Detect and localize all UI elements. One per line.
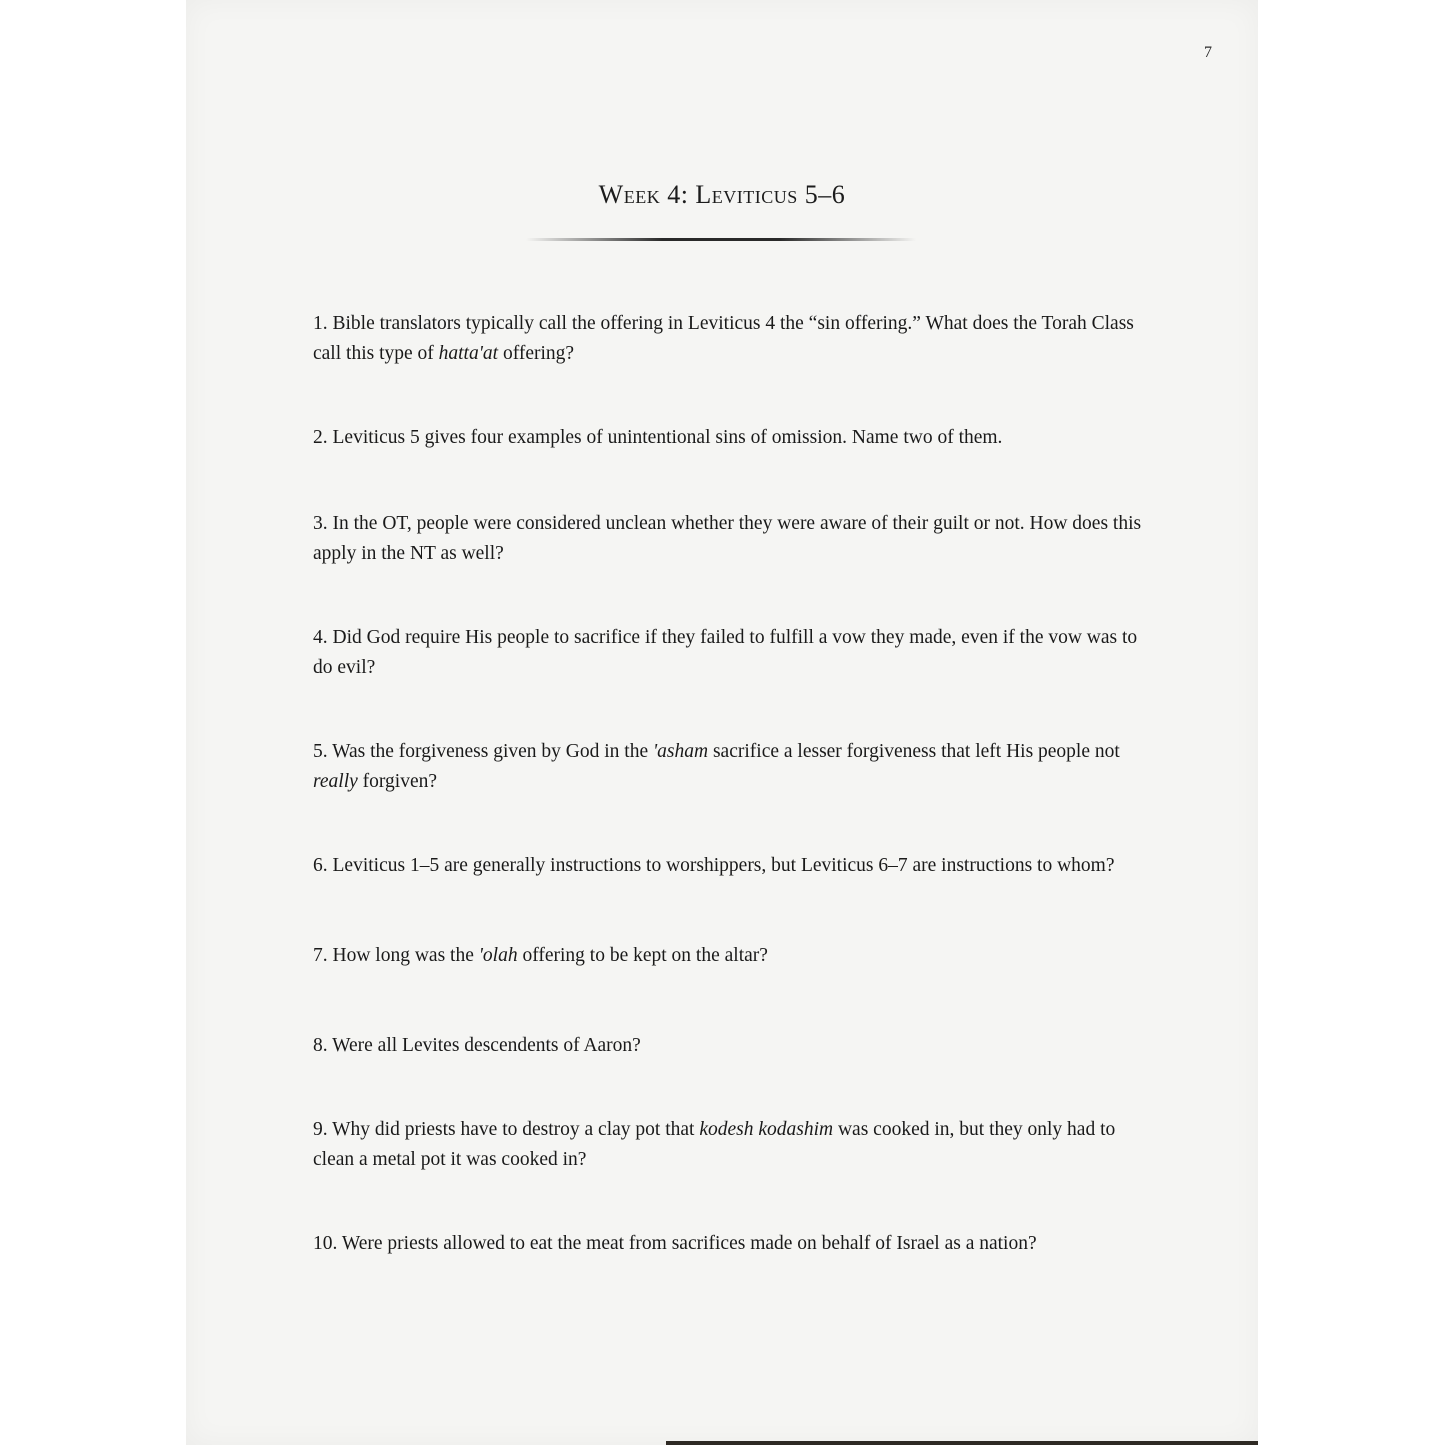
question-1: 1. Bible translators typically call the offering in Leviticus 4 the “sin offering.” What does the Torah Class call this type of hatta'at offering? (313, 313, 1134, 364)
title-divider (526, 238, 916, 241)
page-title: Week 4: Leviticus 5–6 (598, 180, 846, 209)
question-2: 2. Leviticus 5 gives four examples of unintentional sins of omission. Name two of them. (313, 427, 1003, 448)
question-5: 5. Was the forgiveness given by God in the 'asham sacrifice a lesser forgiveness that left His people not really forgiven? (313, 741, 1120, 792)
question-4: 4. Did God require His people to sacrifice if they failed to fulfill a vow they made, even if the vow was to do evil? (313, 627, 1138, 678)
question-8: 8. Were all Levites descendents of Aaron? (313, 1035, 641, 1056)
question-7: 7. How long was the 'olah offering to be kept on the altar? (313, 945, 768, 966)
page-bottom-edge (666, 1441, 1258, 1445)
page-number: 7 (1204, 44, 1212, 61)
question-6: 6. Leviticus 1–5 are generally instructions to worshippers, but Leviticus 6–7 are instructions to whom? (313, 855, 1115, 876)
question-10: 10. Were priests allowed to eat the meat from sacrifices made on behalf of Israel as a nation? (313, 1233, 1037, 1254)
document-page (186, 0, 1258, 1445)
question-3: 3. In the OT, people were considered unclean whether they were aware of their guilt or not. How does this apply in the NT as well? (313, 513, 1142, 564)
question-9: 9. Why did priests have to destroy a clay pot that kodesh kodashim was cooked in, but they only had to clean a metal pot it was cooked in? (313, 1119, 1116, 1170)
